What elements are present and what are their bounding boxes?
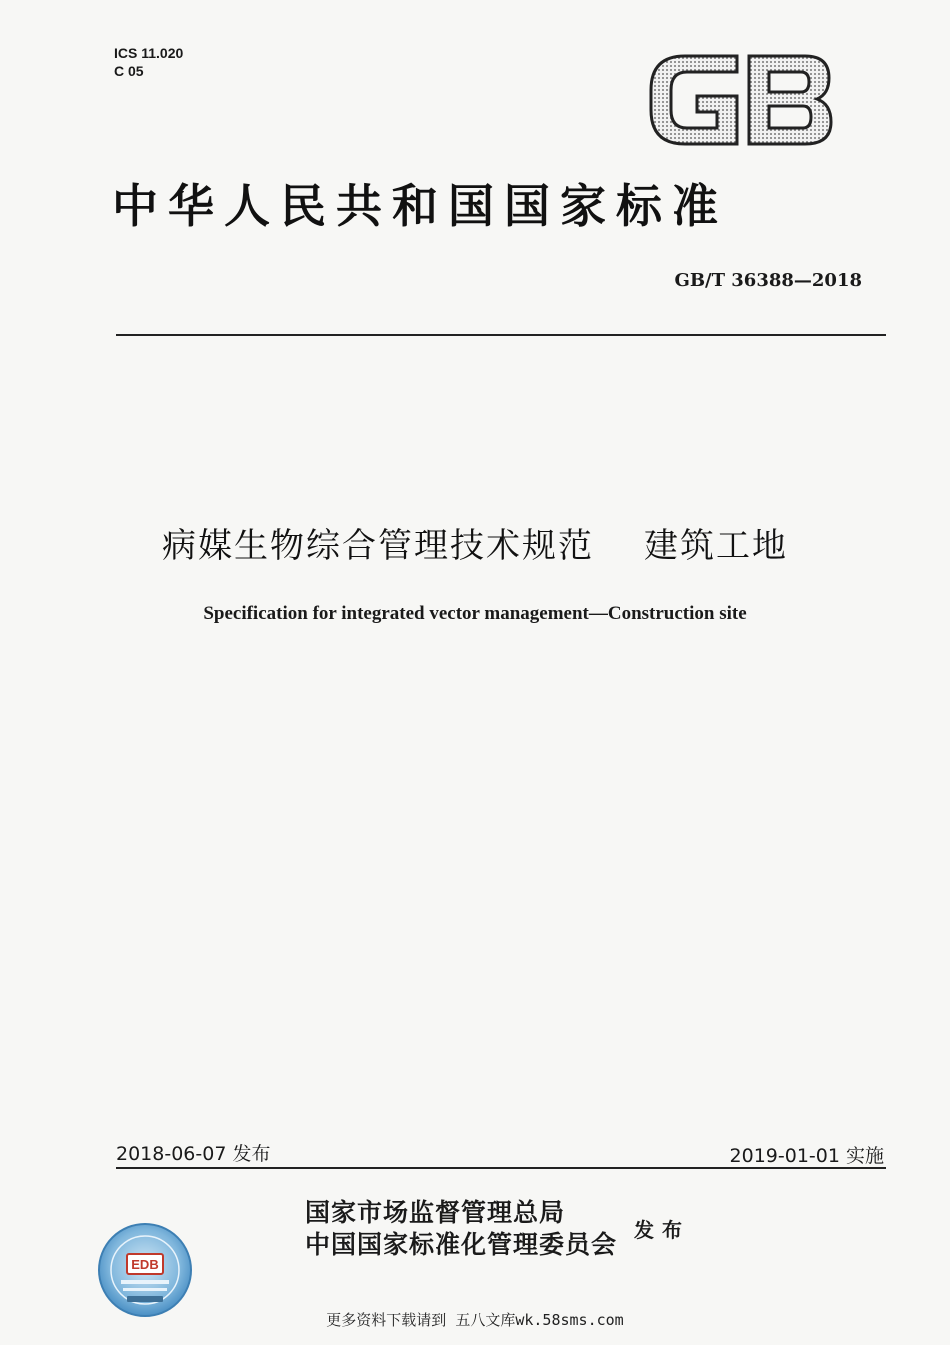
classification-codes — [114, 44, 183, 80]
publish-label: 发布 — [634, 1218, 690, 1242]
anti-counterfeit-seal-icon — [97, 1222, 193, 1318]
chinese-title-main: 病媒生物综合管理技术规范 — [162, 526, 594, 566]
gb-standard-logo-icon — [645, 52, 835, 148]
english-title: Specification for integrated vector management—Construction site — [203, 603, 747, 624]
issuer-line-2: 中国国家标准化管理委员会 — [305, 1230, 618, 1259]
implementation-date: 2019-01-01 实施 — [729, 1145, 884, 1167]
ccs-code: C 05 — [114, 63, 144, 79]
issuing-authorities — [305, 1197, 617, 1261]
ics-code: ICS 11.020 — [114, 45, 184, 61]
footer-download-note: 更多资料下载请到 五八文库wk.58sms.com — [326, 1311, 624, 1329]
chinese-title — [0, 518, 950, 567]
top-divider — [116, 334, 886, 336]
issue-date: 2018-06-07 发布 — [116, 1143, 271, 1165]
standard-number: GB/T 36388—2018 — [674, 270, 862, 291]
country-standard-title: 中华人民共和国国家标准 — [112, 179, 728, 233]
issuer-line-1: 国家市场监督管理总局 — [305, 1198, 566, 1227]
bottom-divider — [116, 1167, 886, 1169]
seal-mark-text: EDB — [131, 1257, 159, 1272]
chinese-title-sub: 建筑工地 — [644, 526, 788, 566]
